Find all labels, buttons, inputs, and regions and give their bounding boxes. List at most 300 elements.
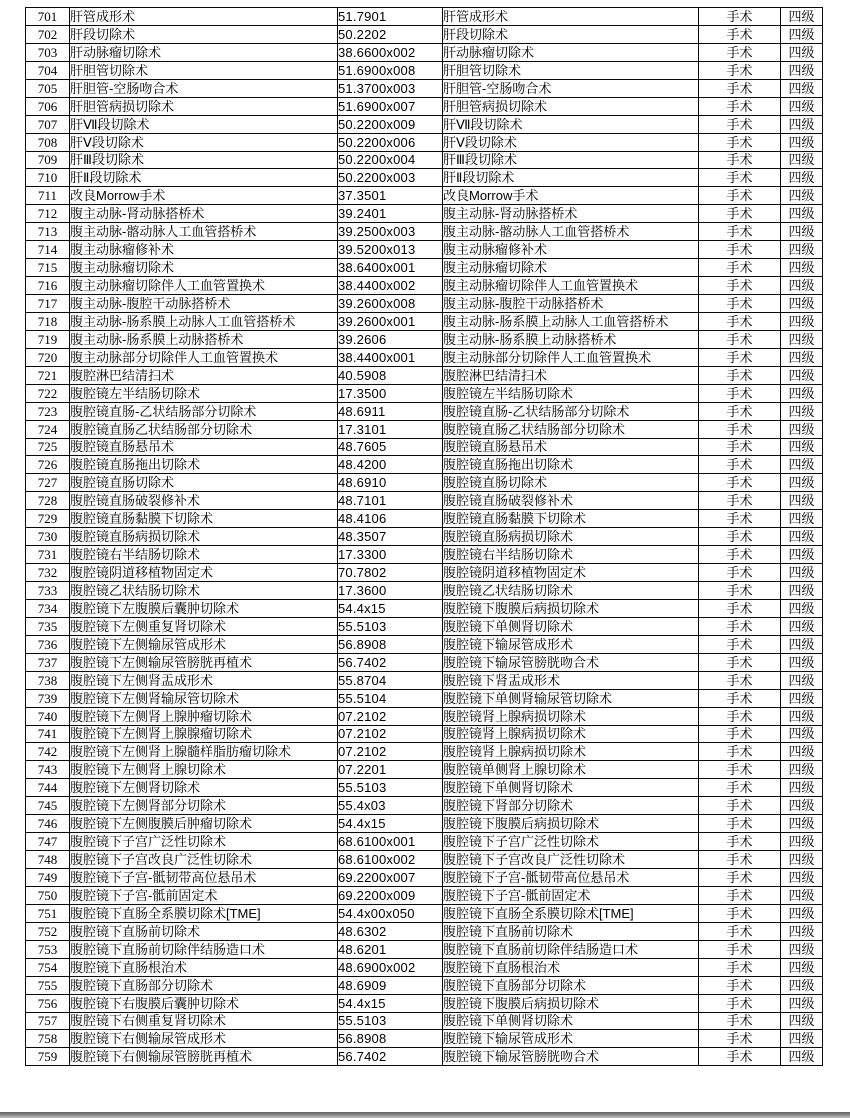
level-cell: 四级 [781,994,823,1012]
procedure-code-cell: 38.6600x002 [338,43,443,61]
standard-name-cell: 腹腔镜直肠病损切除术 [443,528,699,546]
procedure-name-cell: 肝胆管-空肠吻合术 [70,79,338,97]
category-cell: 手术 [699,456,781,474]
row-number-cell: 710 [26,169,70,187]
category-cell: 手术 [699,886,781,904]
level-cell: 四级 [781,564,823,582]
category-cell: 手术 [699,833,781,851]
procedure-name-cell: 腹主动脉瘤切除伴人工血管置换术 [70,277,338,295]
procedure-name-cell: 腹腔镜直肠乙状结肠部分切除术 [70,420,338,438]
procedure-name-cell: 腹腔镜下左侧肾上腺髓样脂肪瘤切除术 [70,743,338,761]
level-cell: 四级 [781,582,823,600]
level-cell: 四级 [781,8,823,26]
table-row [26,599,823,617]
procedure-name-cell: 腹腔镜直肠拖出切除术 [70,456,338,474]
standard-name-cell: 腹腔镜下单侧肾切除术 [443,1012,699,1030]
standard-name-cell: 腹主动脉-肠系膜上动脉人工血管搭桥术 [443,312,699,330]
row-number-cell: 740 [26,707,70,725]
procedure-name-cell: 改良Morrow手术 [70,187,338,205]
procedure-code-cell: 50.2200x003 [338,169,443,187]
category-cell: 手术 [699,8,781,26]
standard-name-cell: 腹腔镜下单侧肾输尿管切除术 [443,689,699,707]
level-cell: 四级 [781,295,823,313]
level-cell: 四级 [781,474,823,492]
row-number-cell: 752 [26,922,70,940]
procedure-code-cell: 56.7402 [338,653,443,671]
procedure-code-cell: 48.7101 [338,492,443,510]
level-cell: 四级 [781,635,823,653]
category-cell: 手术 [699,241,781,259]
procedure-name-cell: 腹主动脉-肠系膜上动脉搭桥术 [70,330,338,348]
standard-name-cell: 腹主动脉部分切除伴人工血管置换术 [443,348,699,366]
row-number-cell: 736 [26,635,70,653]
level-cell: 四级 [781,169,823,187]
row-number-cell: 717 [26,295,70,313]
category-cell: 手术 [699,312,781,330]
procedure-name-cell: 肝Ⅴ段切除术 [70,133,338,151]
row-number-cell: 745 [26,797,70,815]
level-cell: 四级 [781,151,823,169]
category-cell: 手术 [699,61,781,79]
category-cell: 手术 [699,133,781,151]
level-cell: 四级 [781,671,823,689]
category-cell: 手术 [699,295,781,313]
row-number-cell: 704 [26,61,70,79]
table-row [26,797,823,815]
procedure-code-cell: 07.2102 [338,743,443,761]
procedure-name-cell: 腹主动脉瘤修补术 [70,241,338,259]
procedure-name-cell: 肝胆管病损切除术 [70,97,338,115]
procedure-code-cell: 54.4x15 [338,815,443,833]
row-number-cell: 722 [26,384,70,402]
page-bottom-shadow [0,1112,850,1118]
category-cell: 手术 [699,743,781,761]
level-cell: 四级 [781,97,823,115]
standard-name-cell: 腹腔镜下子宫广泛性切除术 [443,833,699,851]
procedure-name-cell: 腹腔镜下直肠根治术 [70,958,338,976]
table-row [26,1030,823,1048]
procedure-code-cell: 51.7901 [338,8,443,26]
procedure-name-cell: 腹腔镜下左侧肾上腺腺瘤切除术 [70,725,338,743]
level-cell: 四级 [781,384,823,402]
row-number-cell: 709 [26,151,70,169]
table-row [26,869,823,887]
row-number-cell: 737 [26,653,70,671]
procedure-code-cell: 07.2102 [338,725,443,743]
standard-name-cell: 肝Ⅲ段切除术 [443,151,699,169]
row-number-cell: 750 [26,886,70,904]
level-cell: 四级 [781,366,823,384]
row-number-cell: 733 [26,582,70,600]
level-cell: 四级 [781,25,823,43]
row-number-cell: 702 [26,25,70,43]
row-number-cell: 735 [26,617,70,635]
table-row [26,671,823,689]
table-row [26,187,823,205]
level-cell: 四级 [781,725,823,743]
category-cell: 手术 [699,671,781,689]
level-cell: 四级 [781,43,823,61]
category-cell: 手术 [699,348,781,366]
row-number-cell: 747 [26,833,70,851]
standard-name-cell: 肝Ⅶ段切除术 [443,115,699,133]
procedure-name-cell: 腹腔镜阴道移植物固定术 [70,564,338,582]
procedure-code-cell: 39.2401 [338,205,443,223]
row-number-cell: 743 [26,761,70,779]
procedure-name-cell: 腹腔镜下左腹膜后囊肿切除术 [70,599,338,617]
standard-name-cell: 腹腔镜乙状结肠切除术 [443,582,699,600]
category-cell: 手术 [699,940,781,958]
table-row [26,420,823,438]
procedure-code-cell: 39.2606 [338,330,443,348]
level-cell: 四级 [781,187,823,205]
level-cell: 四级 [781,348,823,366]
level-cell: 四级 [781,223,823,241]
procedure-name-cell: 腹腔镜下左侧肾盂成形术 [70,671,338,689]
row-number-cell: 707 [26,115,70,133]
category-cell: 手术 [699,815,781,833]
procedure-name-cell: 腹腔镜下左侧肾切除术 [70,779,338,797]
table-row [26,940,823,958]
table-row [26,25,823,43]
row-number-cell: 748 [26,851,70,869]
category-cell: 手术 [699,725,781,743]
table-row [26,689,823,707]
table-row [26,79,823,97]
table-row [26,223,823,241]
standard-name-cell: 腹腔镜下输尿管成形术 [443,1030,699,1048]
procedure-code-cell: 48.6909 [338,976,443,994]
procedure-code-cell: 38.6400x001 [338,259,443,277]
table-row [26,277,823,295]
table-row [26,8,823,26]
category-cell: 手术 [699,384,781,402]
procedure-code-cell: 56.7402 [338,1048,443,1066]
standard-name-cell: 腹腔镜直肠悬吊术 [443,438,699,456]
level-cell: 四级 [781,492,823,510]
procedure-name-cell: 腹腔镜下左侧肾上腺肿瘤切除术 [70,707,338,725]
procedure-code-cell: 50.2200x004 [338,151,443,169]
level-cell: 四级 [781,617,823,635]
standard-name-cell: 肝动脉瘤切除术 [443,43,699,61]
standard-name-cell: 改良Morrow手术 [443,187,699,205]
level-cell: 四级 [781,259,823,277]
table-row [26,743,823,761]
procedure-name-cell: 腹主动脉-髂动脉人工血管搭桥术 [70,223,338,241]
level-cell: 四级 [781,707,823,725]
procedure-name-cell: 腹腔镜下左侧肾部分切除术 [70,797,338,815]
table-row [26,402,823,420]
table-row [26,886,823,904]
table-row [26,97,823,115]
level-cell: 四级 [781,940,823,958]
category-cell: 手术 [699,79,781,97]
level-cell: 四级 [781,1048,823,1066]
standard-name-cell: 腹腔镜下输尿管膀胱吻合术 [443,653,699,671]
category-cell: 手术 [699,438,781,456]
procedure-name-cell: 腹腔镜下左侧肾上腺切除术 [70,761,338,779]
procedure-name-cell: 腹腔镜下左侧输尿管成形术 [70,635,338,653]
standard-name-cell: 腹腔镜下单侧肾切除术 [443,617,699,635]
standard-name-cell: 肝胆管病损切除术 [443,97,699,115]
row-number-cell: 721 [26,366,70,384]
category-cell: 手术 [699,366,781,384]
procedure-code-cell: 48.4200 [338,456,443,474]
level-cell: 四级 [781,277,823,295]
table-row [26,133,823,151]
procedure-code-cell: 54.4x15 [338,994,443,1012]
procedure-code-cell: 39.5200x013 [338,241,443,259]
procedure-code-cell: 17.3500 [338,384,443,402]
category-cell: 手术 [699,958,781,976]
procedure-name-cell: 腹腔镜直肠破裂修补术 [70,492,338,510]
category-cell: 手术 [699,761,781,779]
table-row [26,725,823,743]
category-cell: 手术 [699,599,781,617]
table-row [26,330,823,348]
level-cell: 四级 [781,456,823,474]
row-number-cell: 746 [26,815,70,833]
row-number-cell: 751 [26,904,70,922]
standard-name-cell: 腹腔镜阴道移植物固定术 [443,564,699,582]
procedure-code-cell: 55.5103 [338,617,443,635]
row-number-cell: 720 [26,348,70,366]
row-number-cell: 705 [26,79,70,97]
level-cell: 四级 [781,833,823,851]
table-row [26,815,823,833]
table-row [26,707,823,725]
procedure-name-cell: 腹腔镜下子宫改良广泛性切除术 [70,851,338,869]
category-cell: 手术 [699,779,781,797]
category-cell: 手术 [699,617,781,635]
table-row [26,456,823,474]
table-row [26,833,823,851]
row-number-cell: 739 [26,689,70,707]
procedure-code-cell: 38.4400x001 [338,348,443,366]
table-row [26,43,823,61]
row-number-cell: 701 [26,8,70,26]
level-cell: 四级 [781,653,823,671]
procedure-name-cell: 腹腔镜下右侧输尿管膀胱再植术 [70,1048,338,1066]
procedure-name-cell: 腹腔镜下左侧输尿管膀胱再植术 [70,653,338,671]
category-cell: 手术 [699,25,781,43]
procedure-code-cell: 37.3501 [338,187,443,205]
procedure-name-cell: 腹腔镜左半结肠切除术 [70,384,338,402]
level-cell: 四级 [781,241,823,259]
standard-name-cell: 腹主动脉瘤修补术 [443,241,699,259]
procedure-name-cell: 腹主动脉瘤切除术 [70,259,338,277]
row-number-cell: 725 [26,438,70,456]
standard-name-cell: 肝胆管-空肠吻合术 [443,79,699,97]
category-cell: 手术 [699,205,781,223]
standard-name-cell: 腹腔镜直肠乙状结肠部分切除术 [443,420,699,438]
standard-name-cell: 腹腔镜下输尿管成形术 [443,635,699,653]
standard-name-cell: 腹主动脉-肾动脉搭桥术 [443,205,699,223]
procedure-code-cell: 17.3300 [338,546,443,564]
category-cell: 手术 [699,994,781,1012]
standard-name-cell: 腹主动脉-髂动脉人工血管搭桥术 [443,223,699,241]
table-row [26,761,823,779]
level-cell: 四级 [781,1030,823,1048]
table-row [26,1012,823,1030]
standard-name-cell: 腹腔镜下腹膜后病损切除术 [443,815,699,833]
row-number-cell: 728 [26,492,70,510]
level-cell: 四级 [781,779,823,797]
table-row [26,994,823,1012]
category-cell: 手术 [699,43,781,61]
standard-name-cell: 腹腔镜直肠拖出切除术 [443,456,699,474]
procedure-code-cell: 48.6900x002 [338,958,443,976]
row-number-cell: 714 [26,241,70,259]
procedure-code-cell: 48.6201 [338,940,443,958]
standard-name-cell: 腹主动脉瘤切除伴人工血管置换术 [443,277,699,295]
row-number-cell: 724 [26,420,70,438]
table-row [26,546,823,564]
row-number-cell: 734 [26,599,70,617]
procedure-code-cell: 54.4x00x050 [338,904,443,922]
table-row [26,241,823,259]
level-cell: 四级 [781,958,823,976]
standard-name-cell: 腹腔镜下子宫-骶前固定术 [443,886,699,904]
category-cell: 手术 [699,169,781,187]
procedure-code-cell: 69.2200x007 [338,869,443,887]
level-cell: 四级 [781,689,823,707]
category-cell: 手术 [699,402,781,420]
level-cell: 四级 [781,797,823,815]
level-cell: 四级 [781,851,823,869]
row-number-cell: 738 [26,671,70,689]
table-row [26,348,823,366]
procedure-name-cell: 腹腔镜下右侧输尿管成形术 [70,1030,338,1048]
level-cell: 四级 [781,599,823,617]
category-cell: 手术 [699,582,781,600]
category-cell: 手术 [699,474,781,492]
category-cell: 手术 [699,223,781,241]
procedure-code-cell: 68.6100x001 [338,833,443,851]
standard-name-cell: 肝胆管切除术 [443,61,699,79]
row-number-cell: 718 [26,312,70,330]
category-cell: 手术 [699,689,781,707]
procedure-name-cell: 腹腔镜下直肠前切除伴结肠造口术 [70,940,338,958]
standard-name-cell: 腹腔镜下腹膜后病损切除术 [443,994,699,1012]
table-row [26,976,823,994]
category-cell: 手术 [699,330,781,348]
procedure-name-cell: 腹主动脉-腹腔干动脉搭桥术 [70,295,338,313]
procedure-name-cell: 腹腔镜直肠病损切除术 [70,528,338,546]
procedure-code-cell: 48.6910 [338,474,443,492]
standard-name-cell: 肝管成形术 [443,8,699,26]
row-number-cell: 755 [26,976,70,994]
procedure-name-cell: 腹腔镜直肠切除术 [70,474,338,492]
table-row [26,474,823,492]
row-number-cell: 711 [26,187,70,205]
table-row [26,492,823,510]
procedure-name-cell: 腹腔镜下左侧腹膜后肿瘤切除术 [70,815,338,833]
level-cell: 四级 [781,528,823,546]
standard-name-cell: 腹腔镜下直肠部分切除术 [443,976,699,994]
procedure-code-cell: 55.5103 [338,779,443,797]
standard-name-cell: 腹腔镜左半结肠切除术 [443,384,699,402]
procedure-name-cell: 腹腔镜下左侧重复肾切除术 [70,617,338,635]
category-cell: 手术 [699,277,781,295]
procedure-name-cell: 肝管成形术 [70,8,338,26]
row-number-cell: 731 [26,546,70,564]
standard-name-cell: 腹腔镜单侧肾上腺切除术 [443,761,699,779]
table-row [26,528,823,546]
procedure-code-cell: 55.4x03 [338,797,443,815]
procedure-name-cell: 腹腔镜右半结肠切除术 [70,546,338,564]
level-cell: 四级 [781,761,823,779]
procedure-name-cell: 肝Ⅶ段切除术 [70,115,338,133]
standard-name-cell: 肝Ⅱ段切除术 [443,169,699,187]
procedure-code-cell: 48.4106 [338,510,443,528]
procedure-name-cell: 腹腔镜下右腹膜后囊肿切除术 [70,994,338,1012]
category-cell: 手术 [699,1048,781,1066]
procedure-name-cell: 腹腔镜下左侧肾输尿管切除术 [70,689,338,707]
row-number-cell: 703 [26,43,70,61]
table-row [26,438,823,456]
level-cell: 四级 [781,115,823,133]
standard-name-cell: 肝段切除术 [443,25,699,43]
category-cell: 手术 [699,151,781,169]
procedure-code-cell: 48.6911 [338,402,443,420]
standard-name-cell: 腹腔镜直肠-乙状结肠部分切除术 [443,402,699,420]
procedure-name-cell: 腹腔镜下直肠全系膜切除术[TME] [70,904,338,922]
row-number-cell: 729 [26,510,70,528]
row-number-cell: 741 [26,725,70,743]
table-row [26,312,823,330]
level-cell: 四级 [781,904,823,922]
procedure-code-cell: 48.6302 [338,922,443,940]
standard-name-cell: 腹腔镜直肠破裂修补术 [443,492,699,510]
row-number-cell: 757 [26,1012,70,1030]
row-number-cell: 744 [26,779,70,797]
table-row [26,384,823,402]
procedure-code-cell: 54.4x15 [338,599,443,617]
procedure-name-cell: 腹主动脉-肠系膜上动脉人工血管搭桥术 [70,312,338,330]
table-row [26,779,823,797]
table-row [26,617,823,635]
category-cell: 手术 [699,546,781,564]
row-number-cell: 756 [26,994,70,1012]
procedure-name-cell: 腹腔镜下直肠部分切除术 [70,976,338,994]
category-cell: 手术 [699,851,781,869]
level-cell: 四级 [781,869,823,887]
procedure-table [25,7,823,1066]
procedure-code-cell: 48.7605 [338,438,443,456]
standard-name-cell: 腹腔镜下肾盂成形术 [443,671,699,689]
row-number-cell: 708 [26,133,70,151]
level-cell: 四级 [781,133,823,151]
level-cell: 四级 [781,312,823,330]
procedure-code-cell: 55.5103 [338,1012,443,1030]
procedure-name-cell: 腹腔镜直肠悬吊术 [70,438,338,456]
row-number-cell: 742 [26,743,70,761]
row-number-cell: 716 [26,277,70,295]
procedure-code-cell: 07.2201 [338,761,443,779]
standard-name-cell: 腹腔镜直肠切除术 [443,474,699,492]
category-cell: 手术 [699,115,781,133]
category-cell: 手术 [699,635,781,653]
table-row [26,205,823,223]
table-row [26,564,823,582]
procedure-code-cell: 39.2600x008 [338,295,443,313]
table-row [26,958,823,976]
procedure-name-cell: 腹腔镜乙状结肠切除术 [70,582,338,600]
procedure-code-cell: 55.8704 [338,671,443,689]
table-row [26,169,823,187]
row-number-cell: 713 [26,223,70,241]
